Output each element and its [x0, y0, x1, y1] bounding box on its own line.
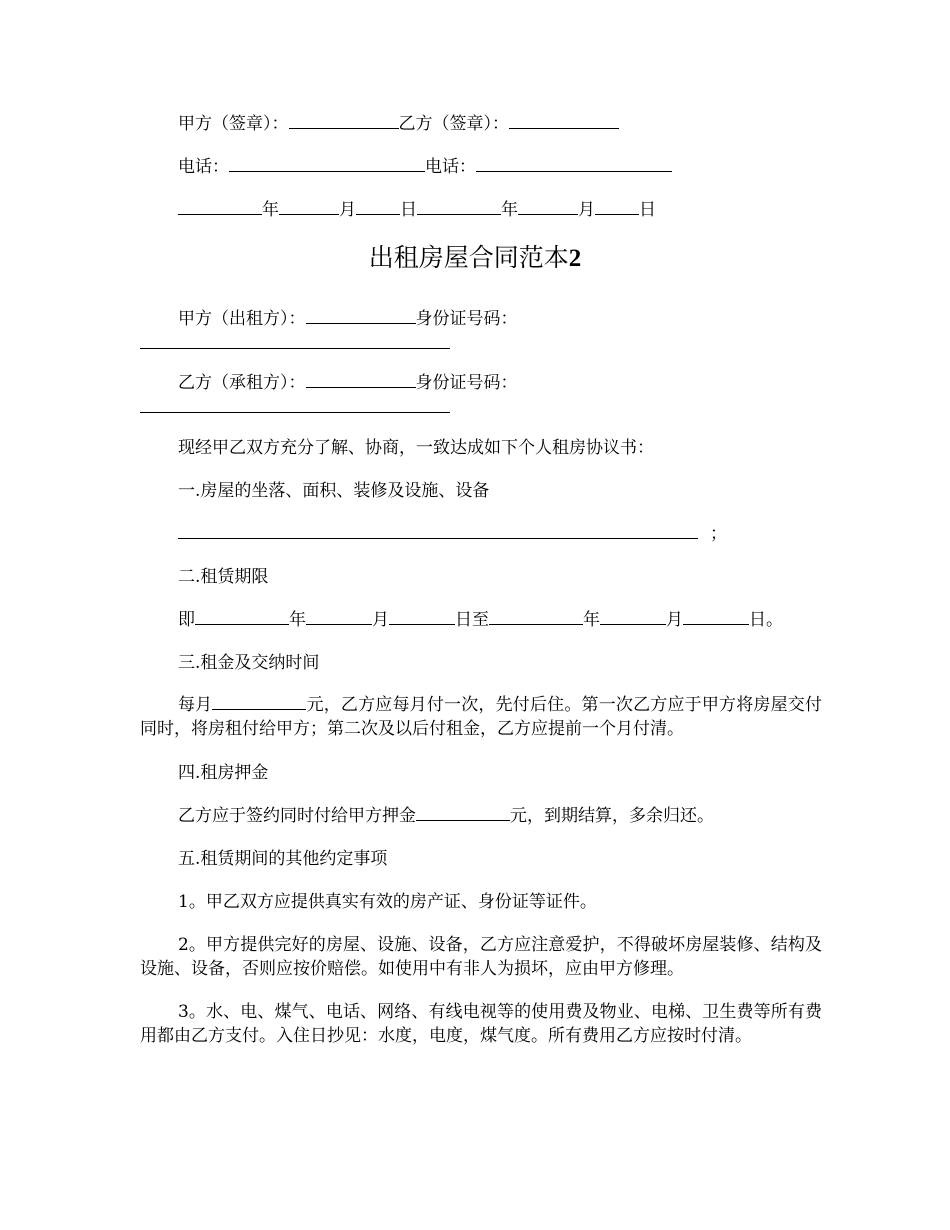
phone-line [178, 155, 672, 179]
lessor-id-label: 身份证号码： [415, 309, 518, 329]
lease-term-line [178, 608, 783, 632]
rent-paragraph [140, 693, 822, 741]
section1-blank [178, 522, 698, 539]
section3-heading: 三.租金及交纳时间 [178, 653, 320, 673]
section1-blank-line [178, 522, 727, 546]
item-3: 3。水、电、煤气、电话、网络、有线电视等的使用费及物业、电梯、卫生费等所有费用都由乙方支付。入住日抄见：水度，电度，煤气度。所有费用乙方应按时付清。 [140, 1002, 822, 1046]
year-label: 年 [501, 200, 518, 220]
term-day-end-label: 日。 [749, 610, 783, 630]
deposit-line [178, 804, 714, 828]
term-blank [306, 608, 372, 625]
lessee-label: 乙方（承租方）： [178, 373, 306, 393]
title-text: 出租房屋合同范本 [368, 243, 569, 272]
term-blank [600, 608, 666, 625]
party-a-sign-blank [289, 112, 399, 129]
page-title [0, 241, 950, 276]
term-blank [683, 608, 749, 625]
item-2: 2。甲方提供完好的房屋、设施、设备，乙方应注意爱护，不得破坏房屋装修、结构及设施、设备，否则应按价赔偿。如使用中有非人为损坏，应由甲方修理。 [140, 935, 822, 979]
phone-a-label: 电话： [178, 157, 229, 177]
day-label: 日 [400, 200, 417, 220]
signature-line [178, 112, 619, 136]
term-blank [389, 608, 455, 625]
date-blank [178, 198, 262, 215]
date-blank [356, 198, 400, 215]
lessee-line [178, 371, 518, 395]
rent-amount-blank [212, 693, 306, 710]
deposit-text-b: 元，到期结算，多余归还。 [510, 806, 714, 826]
term-from-label: 即 [178, 610, 195, 630]
item-1: 1。甲乙双方应提供真实有效的房产证、身份证等证件。 [178, 892, 597, 912]
day-label: 日 [639, 200, 656, 220]
term-blank [489, 608, 583, 625]
deposit-text-a: 乙方应于签约同时付给甲方押金 [178, 806, 416, 826]
phone-b-blank [476, 155, 672, 172]
party-a-sign-label: 甲方（签章）： [178, 114, 289, 134]
intro-text: 现经甲乙双方充分了解、协商，一致达成如下个人租房协议书： [178, 438, 654, 458]
title-number: 2 [568, 245, 582, 272]
term-year-label: 年 [289, 610, 306, 630]
term-year2-label: 年 [583, 610, 600, 630]
sign-date-line [178, 198, 656, 222]
lessor-line [178, 307, 518, 331]
section1-end-mark: ； [710, 524, 727, 544]
party-b-sign-blank [509, 112, 619, 129]
deposit-amount-blank [416, 804, 510, 821]
section5-heading: 五.租赁期间的其他约定事项 [178, 849, 388, 869]
lessee-id-blank [140, 412, 450, 413]
date-blank [518, 198, 578, 215]
month-label: 月 [578, 200, 595, 220]
rent-text: 元，乙方应每月付一次，先付后住。第一次乙方应于甲方将房屋交付同时，将房租付给甲方；第二次及以后付租金，乙方应提前一个月付清。 [140, 695, 822, 739]
party-b-sign-label: 乙方（签章）： [398, 114, 509, 134]
lessee-id-label: 身份证号码： [415, 373, 518, 393]
lessor-blank [306, 307, 416, 324]
term-month-label: 月 [372, 610, 389, 630]
month-label: 月 [339, 200, 356, 220]
lessor-label: 甲方（出租方）： [178, 309, 306, 329]
phone-b-label: 电话： [425, 157, 476, 177]
section2-heading: 二.租赁期限 [178, 567, 269, 587]
lessee-blank [306, 371, 416, 388]
date-blank [417, 198, 501, 215]
term-day-to-label: 日至 [455, 610, 489, 630]
year-label: 年 [262, 200, 279, 220]
term-blank [195, 608, 289, 625]
phone-a-blank [229, 155, 425, 172]
date-blank [279, 198, 339, 215]
date-blank [595, 198, 639, 215]
section4-heading: 四.租房押金 [178, 763, 269, 783]
section1-heading: 一.房屋的坐落、面积、装修及设施、设备 [178, 481, 490, 501]
term-month2-label: 月 [666, 610, 683, 630]
rent-monthly-label: 每月 [178, 695, 213, 715]
lessor-id-blank [140, 348, 450, 349]
